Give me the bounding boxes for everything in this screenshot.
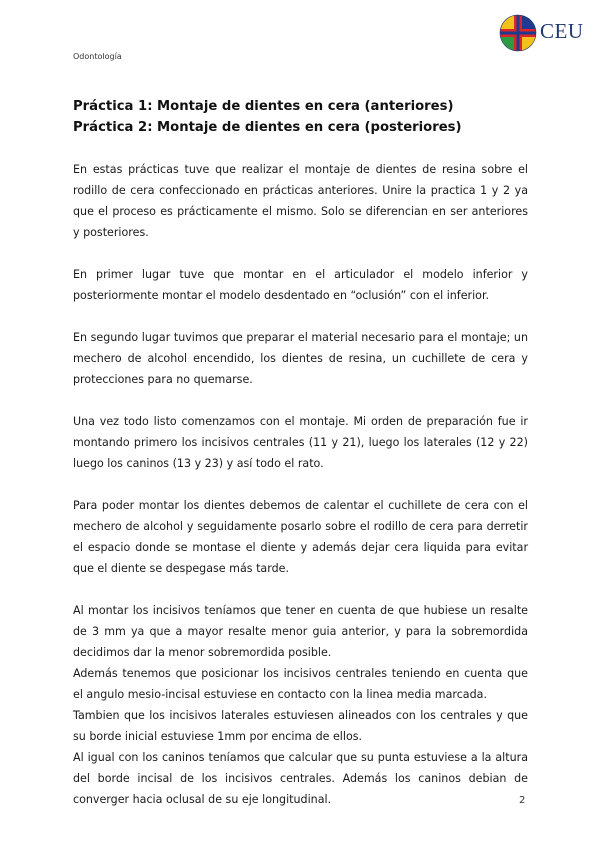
ceu-logo <box>499 14 589 54</box>
page-number: 2 <box>519 795 526 806</box>
header-section-label: Odontología <box>73 52 122 61</box>
document-titles <box>73 96 533 138</box>
title-practica-1: Práctica 1: Montaje de dientes en cera (anteriores) <box>73 99 454 114</box>
paragraph: Al igual con los caninos teníamos que calcular que su punta estuviese a la altura del borde incisal de los incisivos centrales. Además los caninos debian de converger hacia oclusal de su eje longitudinal. <box>73 751 528 806</box>
paragraph: Una vez todo listo comenzamos con el montaje. Mi orden de preparación fue ir montando primero los incisivos centrales (11 y 21), luego los laterales (12 y 22) luego los caninos (13 y 23) y así todo el rato. <box>73 415 528 470</box>
paragraph: En segundo lugar tuvimos que preparar el material necesario para el montaje; un mechero de alcohol encendido, los dientes de resina, un cuchillete de cera y protecciones para no quemarse. <box>73 331 528 386</box>
title-practica-2: Práctica 2: Montaje de dientes en cera (posteriores) <box>73 120 462 135</box>
document-body <box>73 159 528 810</box>
paragraph: Tambien que los incisivos laterales estuviesen alineados con los centrales y que su borde inicial estuviese 1mm por encima de ellos. <box>73 709 528 743</box>
paragraph: En estas prácticas tuve que realizar el montaje de dientes de resina sobre el rodillo de cera confeccionado en prácticas anteriores. Unire la practica 1 y 2 ya que el proceso es prácticamente el mismo. Solo se diferencian en ser anteriores y posteriores. <box>73 163 528 239</box>
paragraph: Además tenemos que posicionar los incisivos centrales teniendo en cuenta que el angulo mesio-incisal estuviese en contacto con la linea media marcada. <box>73 667 528 701</box>
ceu-emblem-icon <box>499 14 537 52</box>
paragraph: En primer lugar tuve que montar en el articulador el modelo inferior y posteriormente montar el modelo desdentado en “oclusión” con el inferior. <box>73 268 528 302</box>
logo-text: CEU <box>540 19 584 43</box>
paragraph: Para poder montar los dientes debemos de calentar el cuchillete de cera con el mechero de alcohol y seguidamente posarlo sobre el rodillo de cera para derretir el espacio donde se montase el diente y además dejar cera liquida para evitar que el diente se despegase más tarde. <box>73 499 528 575</box>
paragraph: Al montar los incisivos teníamos que tener en cuenta de que hubiese un resalte de 3 mm ya que a mayor resalte menor guia anterior, y para la sobremordida decidimos dar la menor sobremordida posible. <box>73 604 528 659</box>
